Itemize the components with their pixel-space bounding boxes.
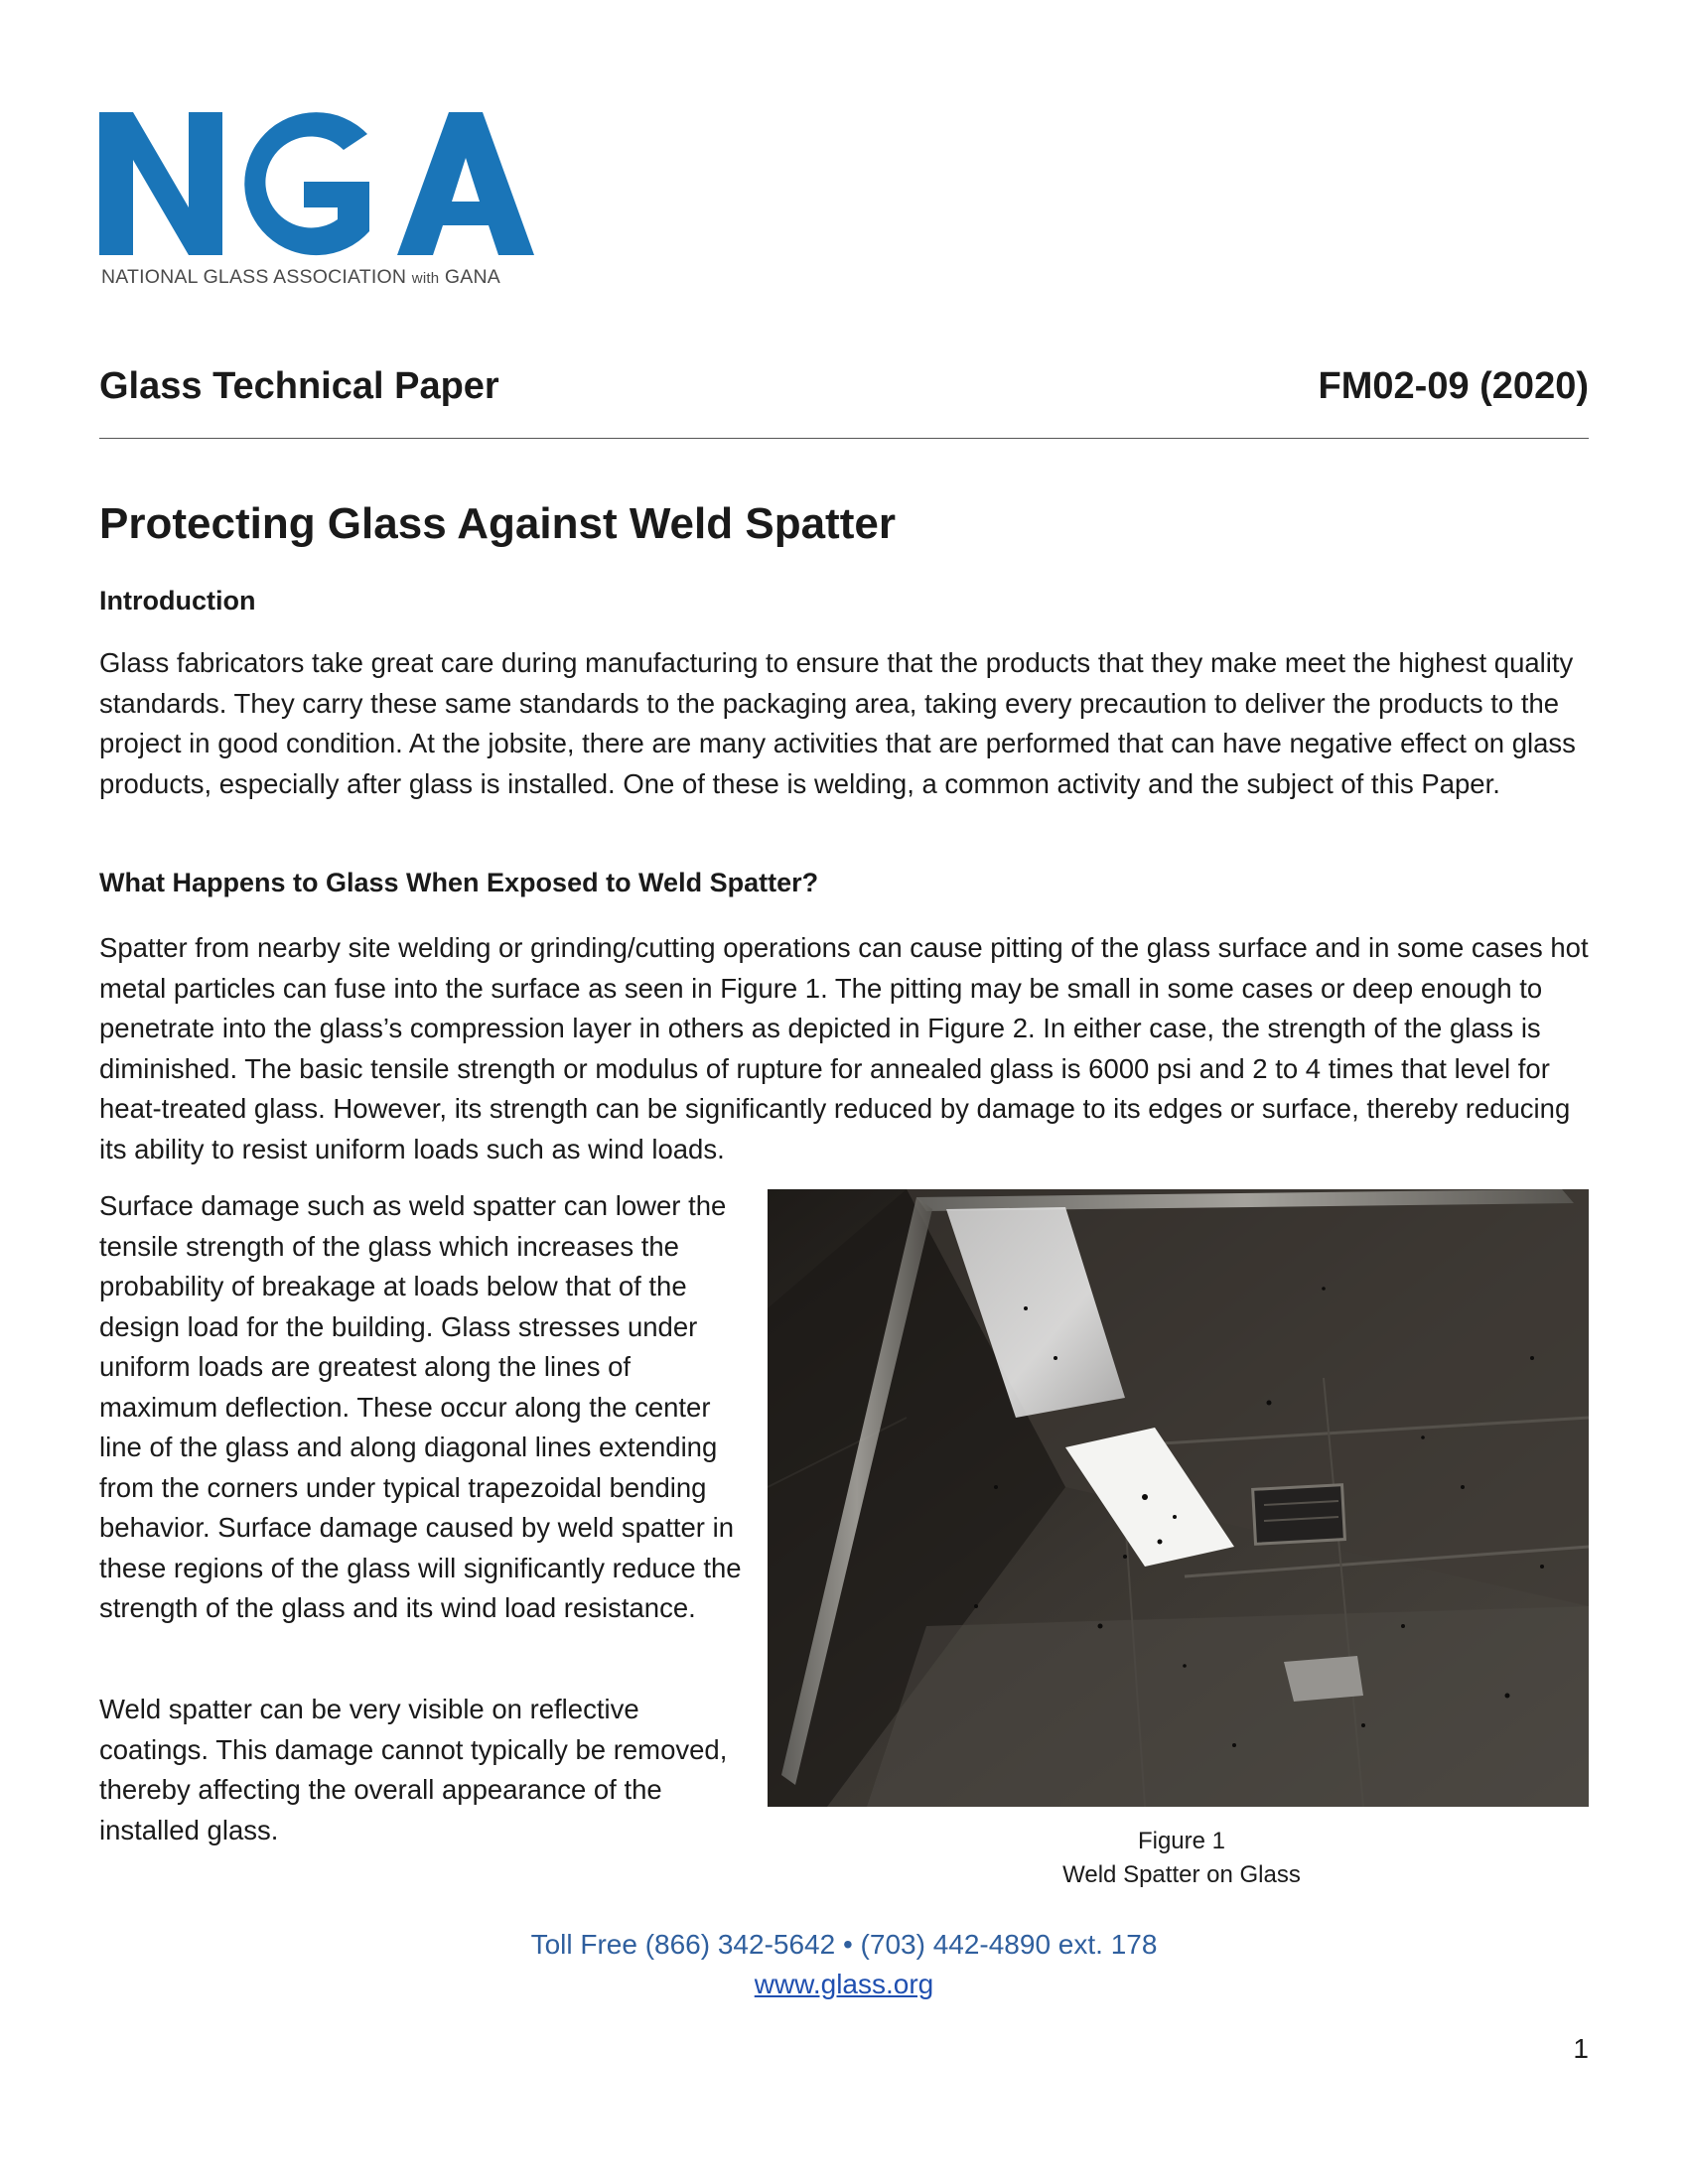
section-heading-introduction: Introduction [99,586,256,615]
document-number: FM02-09 (2020) [1318,365,1589,407]
page-title: Protecting Glass Against Weld Spatter [99,499,896,548]
logo-tagline-partner: GANA [444,266,500,288]
figure-1-caption [983,1825,1380,1892]
what-happens-paragraph-1: Spatter from nearby site welding or grinding/cutting operations can cause pitting of the glass surface and in some cases hot metal particles can fuse into the surface as seen in Figure 1. The pitting may be small in some cases or deep enough to penetrate into the glass’s compression layer in others as depicted in Figure 2. In either case, the strength of the glass is diminished. The basic tensile strength or modulus of rupture for annealed glass is 6000 psi and 2 to 4 times that level for heat-treated glass. However, its strength can be significantly reduced by damage to its edges or surface, thereby reducing its ability to resist uniform loads such as wind loads. [99,932,1589,1164]
page-number: 1 [1573,2033,1589,2064]
introduction-paragraph: Glass fabricators take great care during manufacturing to ensure that the products that they make meet the highest quality standards. They carry these same standards to the packaging area, taking every precaution to deliver the products to the project in good condition. At the jobsite, there are many activities that are performed that can have negative effect on glass products, especially after glass is installed. One of these is welding, a common activity and the subject of this Paper. [99,647,1576,799]
logo-tagline-main: NATIONAL GLASS ASSOCIATION [101,266,407,288]
nga-logo [99,104,536,293]
figure-1-label: Figure 1 [1137,1828,1226,1854]
nga-logo-mark [99,104,536,258]
logo-tagline [101,266,538,289]
footer-website-link[interactable]: www.glass.org [754,1969,934,1999]
weld-spatter-image [768,1189,1589,1807]
document-type: Glass Technical Paper [99,365,499,407]
section-heading-what-happens: What Happens to Glass When Exposed to Weld Spatter? [99,868,819,897]
footer-phone: Toll Free (866) 342-5642 • (703) 442-4890 ext. 178 [530,1929,1158,1960]
what-happens-paragraph-3: Weld spatter can be very visible on reflective coatings. This damage cannot typically be removed, thereby affecting the overall appearance of the installed glass. [99,1694,728,1845]
figure-1-photo [768,1189,1589,1807]
what-happens-paragraph-2: Surface damage such as weld spatter can lower the tensile strength of the glass which increases the probability of breakage at loads below that of the design load for the building. Glass stresses under uniform loads are greatest along the lines of maximum deflection. These occur along the center line of the glass and along diagonal lines extending from the corners under typical trapezoidal bending behavior. Surface damage caused by weld spatter in these regions of the glass will significantly reduce the strength of the glass and its wind load resistance. [99,1190,742,1623]
logo-tagline-with: with [411,270,440,287]
header-divider [99,438,1589,439]
figure-1-title: Weld Spatter on Glass [1062,1861,1301,1888]
